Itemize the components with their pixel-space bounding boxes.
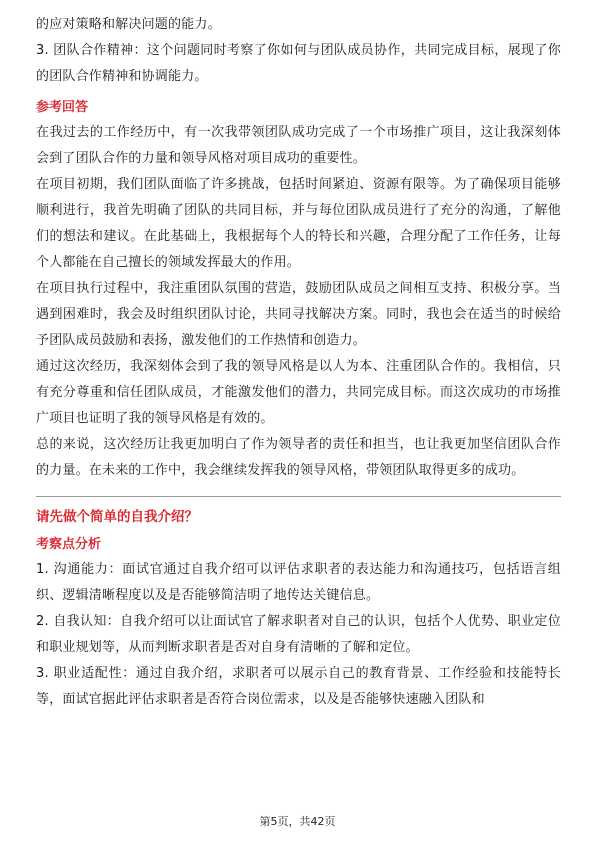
answer-paragraph-1: 在我过去的工作经历中，有一次我带领团队成功完成了一个市场推广项目，这让我深刻体会到了团队合作的力量和领导风格对项目成功的重要性。 [36, 125, 561, 166]
section-divider [36, 496, 561, 497]
answer-paragraph-3: 在项目执行过程中，我注重团队氛围的营造，鼓励团队成员之间相互支持、积极分享。当遇到困难时，我会及时组织团队讨论，共同寻找解决方案。同时，我也会在适当的时候给予团队成员鼓励和表扬，激发他们的工作热情和创造力。 [36, 281, 561, 348]
page-number: 第5页，共42页 [259, 815, 336, 828]
question-point-1: 1. 沟通能力：面试官通过自我介绍可以评估求职者的表达能力和沟通技巧，包括语言组织、逻辑清晰程度以及是否能够简洁明了地传达关键信息。 [36, 562, 561, 603]
analysis-heading: 考察点分析 [36, 537, 102, 552]
answer-paragraph-2: 在项目初期，我们团队面临了许多挑战，包括时间紧迫、资源有限等。为了确保项目能够顺利进行，我首先明确了团队的共同目标，并与每位团队成员进行了充分的沟通，了解他们的想法和建议。在此基础上，我根据每个人的特长和兴趣，合理分配了工作任务，让每个人都能在自己擅长的领域发挥最大的作用。 [36, 177, 561, 270]
page-content [36, 12, 561, 713]
answer-paragraph-5: 总的来说，这次经历让我更加明白了作为领导者的责任和担当，也让我更加坚信团队合作的力量。在未来的工作中，我会继续发挥我的领导风格，带领团队取得更多的成功。 [36, 437, 561, 478]
question-point-3: 3. 职业适配性：通过自我介绍，求职者可以展示自己的教育背景、工作经验和技能特长等，面试官据此评估求职者是否符合岗位需求，以及是否能够快速融入团队和 [36, 666, 561, 707]
reference-answer-heading: 参考回答 [36, 100, 89, 115]
analysis-point-3: 3. 团队合作精神：这个问题同时考察了你如何与团队成员协作，共同完成目标，展现了你的团队合作精神和协调能力。 [36, 43, 561, 84]
continuation-text: 的应对策略和解决问题的能力。 [36, 17, 221, 32]
question-point-2: 2. 自我认知：自我介绍可以让面试官了解求职者对自己的认识，包括个人优势、职业定位和职业规划等，从而判断求职者是否对自身有清晰的了解和定位。 [36, 614, 561, 655]
question-title: 请先做个简单的自我介绍？ [36, 509, 198, 525]
answer-paragraph-4: 通过这次经历，我深刻体会到了我的领导风格是以人为本、注重团队合作的。我相信，只有充分尊重和信任团队成员，才能激发他们的潜力，共同完成目标。而这次成功的市场推广项目也证明了我的领导风格是有效的。 [36, 359, 561, 426]
